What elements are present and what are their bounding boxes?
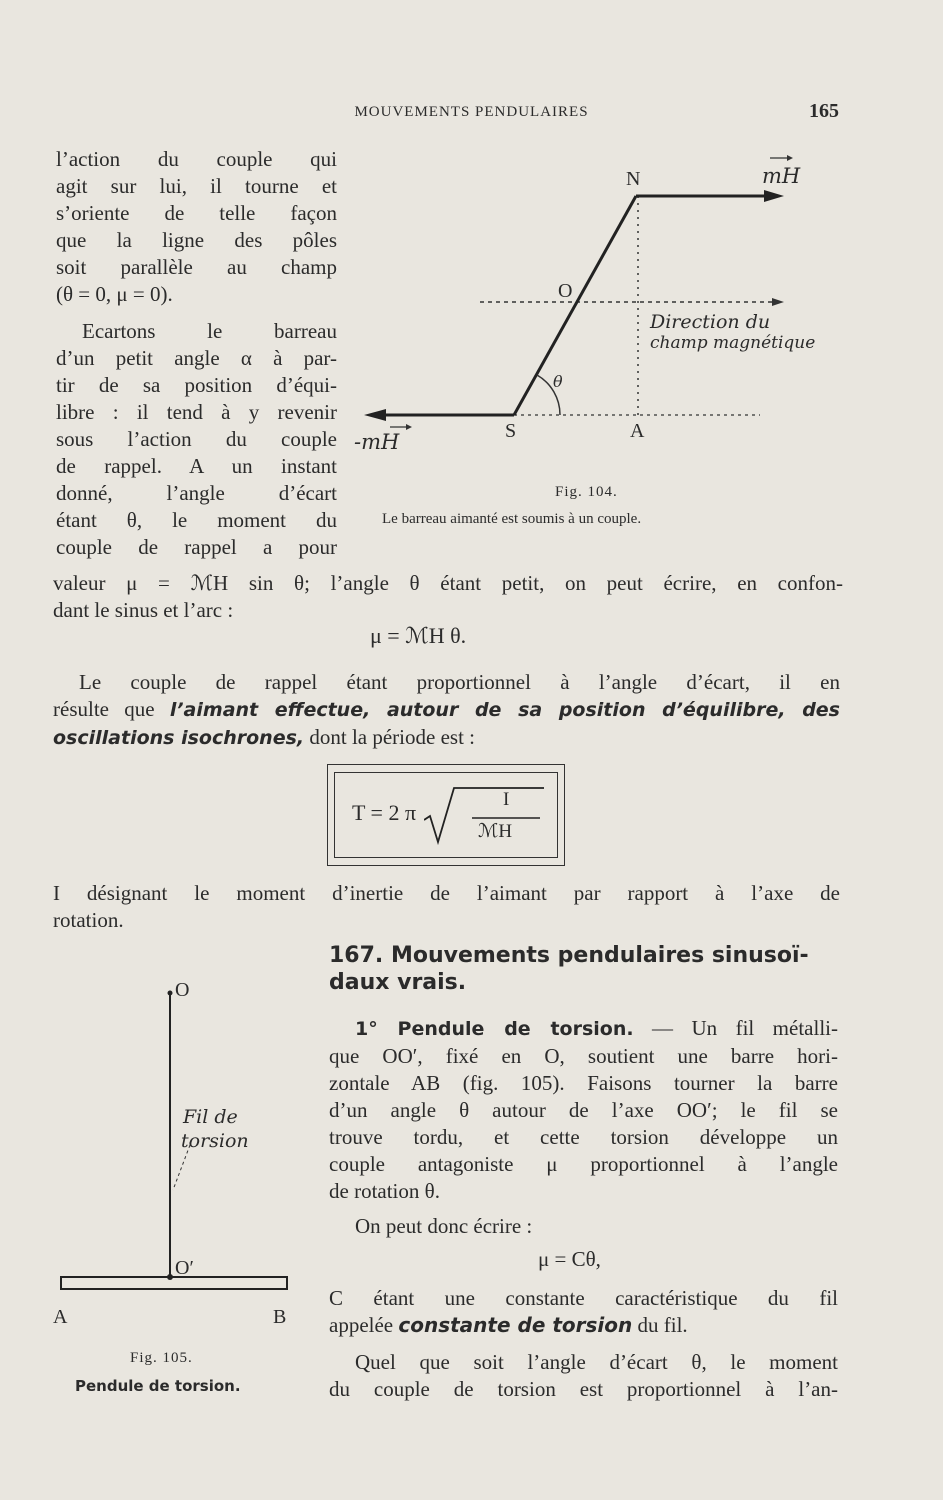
text-line: agit sur lui, il tourne et <box>56 174 337 198</box>
text-line: d’un petit angle α à par- <box>56 346 337 370</box>
running-header: MOUVEMENTS PENDULAIRES <box>354 104 589 120</box>
text-line: valeur μ = ℳH sin θ; l’angle θ étant petit, on peut écrire, en confon- <box>53 571 843 595</box>
label-fil-line2: torsion <box>181 1130 249 1152</box>
text-line: que OO′, fixé en O, soutient une barre hori- <box>329 1044 838 1068</box>
text-line: l’action du couple qui <box>56 147 337 171</box>
emphasis-text: oscillations isochrones, <box>53 727 305 749</box>
text-line: libre : il tend à y revenir <box>56 400 337 424</box>
formula-mu-C-theta: μ = Cθ, <box>538 1247 601 1271</box>
text-line <box>329 1015 838 1043</box>
text-line: de rappel. A un instant <box>56 454 337 478</box>
label-A: A <box>630 420 645 442</box>
figure-105-caption: Pendule de torsion. <box>75 1377 241 1395</box>
formula-lhs: T = 2 π <box>352 800 417 825</box>
constant-paragraph <box>329 1285 838 1339</box>
subsection-title: 1° Pendule de torsion. <box>355 1018 634 1040</box>
text-line: soit parallèle au champ <box>56 255 337 279</box>
figure-105-number: Fig. 105. <box>130 1350 193 1366</box>
text-run: appelée <box>329 1313 399 1337</box>
formula-mu-MH-theta: μ = ℳH θ. <box>370 623 467 648</box>
label-direction-line2: champ magnétique <box>650 333 816 353</box>
text-run: résulte que <box>53 697 170 721</box>
label-O: O <box>558 280 573 302</box>
label-O-top: O <box>175 979 190 1001</box>
label-S: S <box>505 420 517 442</box>
text-line: sous l’action du couple <box>56 427 337 451</box>
label-direction-line1: Direction du <box>650 311 771 333</box>
heading-line: daux vrais. <box>329 970 467 995</box>
text-line: (θ = 0, μ = 0). <box>56 282 173 306</box>
text-line: couple de rappel a pour <box>56 535 337 559</box>
label-A-bar: A <box>53 1306 68 1328</box>
field-direction-arrowhead-icon <box>772 298 784 306</box>
text-line: dant le sinus et l’arc : <box>53 598 234 622</box>
page-number: 165 <box>809 100 839 122</box>
heading-line: 167. Mouvements pendulaires sinusoï- <box>329 943 809 968</box>
text-line: Ecartons le barreau <box>82 319 337 343</box>
formula-denominator: ℳH <box>478 821 513 842</box>
text-line: On peut donc écrire : <box>355 1214 533 1238</box>
text-line: I désignant le moment d’inertie de l’aimant par rapport à l’axe de <box>53 881 840 905</box>
horizontal-bar-AB <box>61 1277 287 1289</box>
formula-numerator: I <box>503 789 510 810</box>
text-line: zontale AB (fig. 105). Faisons tourner la barre <box>329 1071 838 1095</box>
emphasis-text: l’aimant effectue, autour de sa position d’équilibre, des <box>169 699 840 721</box>
figure-104-diagram <box>340 150 860 470</box>
text-run: — Un fil métalli- <box>633 1016 838 1040</box>
text-line: donné, l’angle d’écart <box>56 481 337 505</box>
label-mH-right: mH <box>762 164 801 188</box>
text-line: d’un angle θ autour de l’axe OO′; le fil se <box>329 1098 838 1122</box>
text-line <box>53 696 840 724</box>
label-N: N <box>626 168 641 190</box>
label-O-prime: O′ <box>175 1257 194 1279</box>
figure-104-caption: Le barreau aimanté est soumis à un couple. <box>382 511 642 527</box>
magnet-bar <box>514 196 636 415</box>
text-line: s’oriente de telle façon <box>56 201 337 225</box>
figure-104-number: Fig. 104. <box>555 484 618 500</box>
label-B-bar: B <box>273 1306 287 1328</box>
emphasis-text: constante de torsion <box>398 1313 633 1337</box>
torsion-paragraph <box>329 1015 838 1205</box>
text-line: trouve tordu, et cette torsion développe un <box>329 1125 838 1149</box>
text-run: du fil. <box>632 1313 688 1337</box>
text-line: Quel que soit l’angle d’écart θ, le moment <box>355 1350 838 1374</box>
paragraph-2 <box>56 318 337 561</box>
text-line: de rotation θ. <box>329 1179 440 1203</box>
label-mH-left: -mH <box>354 430 400 454</box>
paragraph-4 <box>53 880 840 934</box>
paragraph-2-continuation <box>53 570 843 624</box>
last-paragraph <box>329 1349 838 1403</box>
text-line: tir de sa position d’équi- <box>56 373 337 397</box>
text-run: dont la période est : <box>304 725 475 749</box>
label-fil-line1: Fil de <box>183 1106 238 1128</box>
text-line: rotation. <box>53 908 124 932</box>
section-heading <box>329 942 839 996</box>
text-line <box>53 724 840 752</box>
arrowhead-right-icon <box>764 190 784 202</box>
text-line <box>329 1312 838 1339</box>
text-line: du couple de torsion est proportionnel à l’an- <box>329 1377 838 1401</box>
label-theta: θ <box>553 372 563 391</box>
paragraph-3 <box>53 669 840 752</box>
paragraph-1 <box>56 146 337 308</box>
text-line: Le couple de rappel étant proportionnel à l’angle d’écart, il en <box>79 670 840 694</box>
text-line: étant θ, le moment du <box>56 508 337 532</box>
text-line: couple antagoniste μ proportionnel à l’angle <box>329 1152 838 1176</box>
text-line: que la ligne des pôles <box>56 228 337 252</box>
text-line: C étant une constante caractéristique du fil <box>329 1286 838 1310</box>
point-O-prime <box>167 1274 173 1280</box>
arrowhead-left-icon <box>364 409 386 421</box>
